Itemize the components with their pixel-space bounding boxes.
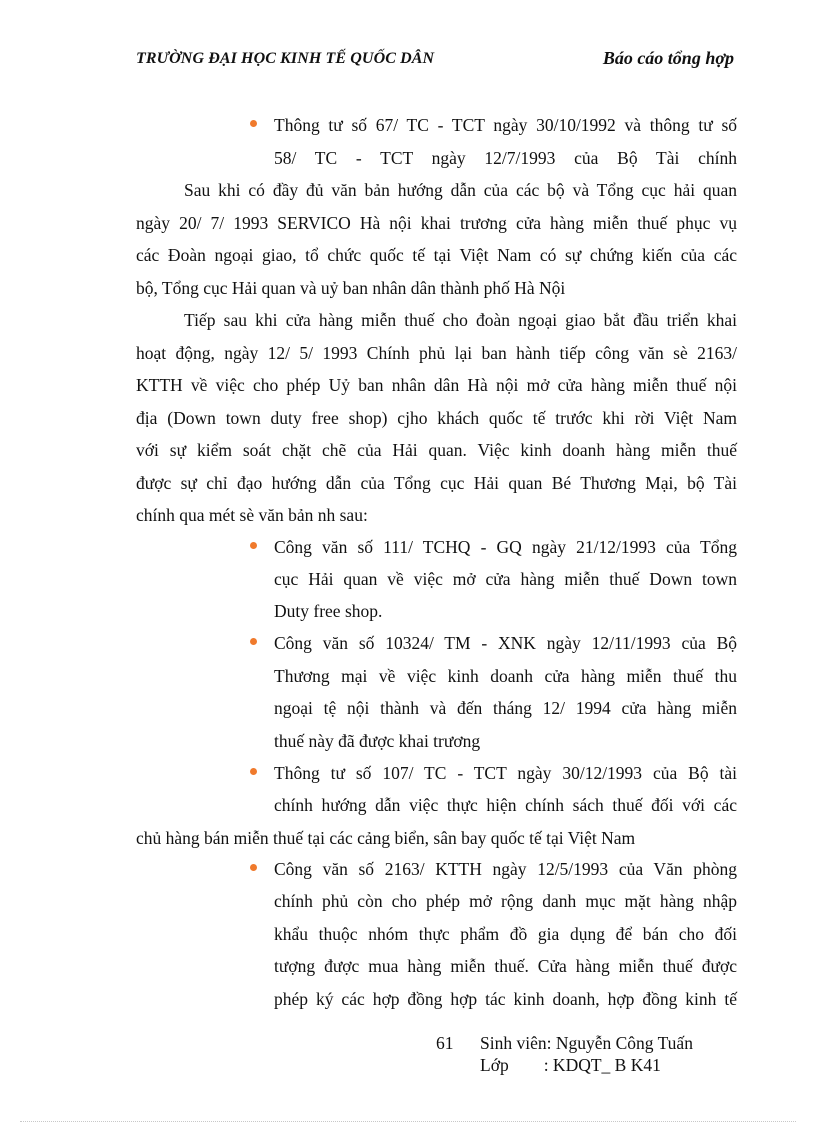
text-line: với sự kiểm soát chặt chẽ của Hải quan. Việc kinh doanh hàng miễn thuế	[136, 440, 737, 460]
header-university: TRƯỜNG ĐẠI HỌC KINH TẾ QUỐC DÂN	[136, 50, 435, 67]
text-line: phép ký các hợp đồng hợp tác kinh doanh, hợp đồng kinh tế	[274, 989, 737, 1009]
text-line: chính hướng dẫn việc thực hiện chính sách thuế đối với các	[274, 795, 737, 815]
text-line: được sự chỉ đạo hướng dẫn của Tổng cục Hải quan Bé Thương Mại, bộ Tài	[136, 473, 737, 493]
text-line: chính phủ còn cho phép mở rộng danh mục mặt hàng nhập	[274, 891, 737, 911]
text-line: chính qua mét sè văn bản nh sau:	[136, 505, 368, 525]
text-line: địa (Down town duty free shop) cjho khách quốc tế trước khi rời Việt Nam	[136, 408, 737, 428]
footer-class: Lớp : KDQT_ B K41	[480, 1055, 661, 1075]
text-line: bộ, Tổng cục Hải quan và uỷ ban nhân dân thành phố Hà Nội	[136, 278, 566, 298]
text-line: Thông tư số 67/ TC - TCT ngày 30/10/1992 và thông tư số	[274, 115, 737, 135]
text-line: chủ hàng bán miễn thuế tại các cảng biển, sân bay quốc tế tại Việt Nam	[136, 828, 636, 848]
bullet-icon	[250, 120, 257, 127]
text-line: ngày 20/ 7/ 1993 SERVICO Hà nội khai trương cửa hàng miễn thuế phục vụ	[136, 213, 737, 233]
text-line: Công văn số 111/ TCHQ - GQ ngày 21/12/1993 của Tổng	[274, 537, 737, 557]
text-line: cục Hải quan về việc mở cửa hàng miễn thuế Down town	[274, 569, 737, 589]
header-report-title: Báo cáo tổng hợp	[602, 48, 734, 68]
text-line: 58/ TC - TCT ngày 12/7/1993 của Bộ Tài chính	[274, 148, 737, 168]
text-line: khẩu thuộc nhóm thực phẩm đồ gia dụng để bán cho đối	[274, 924, 737, 944]
text-line: tượng được mua hàng miễn thuế. Cửa hàng miễn thuế được	[274, 956, 737, 976]
text-line: Công văn số 2163/ KTTH ngày 12/5/1993 của Văn phòng	[274, 859, 737, 879]
page-header	[136, 46, 736, 76]
bullet-icon	[250, 638, 257, 645]
bullet-icon	[250, 768, 257, 775]
text-line: Công văn số 10324/ TM - XNK ngày 12/11/1993 của Bộ	[274, 633, 737, 653]
text-line: các Đoàn ngoại giao, tổ chức quốc tế tại Việt Nam có sự chứng kiến của các	[136, 245, 737, 265]
text-line: KTTH về việc cho phép Uỷ ban nhân dân Hà nội mở cửa hàng miễn thuế nội	[136, 375, 737, 395]
bullet-icon	[250, 542, 257, 549]
text-line: Thương mại về việc kinh doanh cửa hàng miễn thuế thu	[274, 666, 737, 686]
text-line: thuế này đã được khai trương	[274, 731, 481, 751]
text-line: Sau khi có đầy đủ văn bản hướng dẫn của các bộ và Tổng cục hải quan	[184, 180, 737, 200]
text-line: hoạt động, ngày 12/ 5/ 1993 Chính phủ lại ban hành tiếp công văn sè 2163/	[136, 343, 737, 363]
page-number: 61	[436, 1033, 454, 1053]
text-line: Duty free shop.	[274, 601, 383, 621]
bullet-icon	[250, 864, 257, 871]
text-line: ngoại tệ nội thành và đến tháng 12/ 1994 cửa hàng miễn	[274, 698, 737, 718]
text-line: Thông tư số 107/ TC - TCT ngày 30/12/1993 của Bộ tài	[274, 763, 737, 783]
page-bottom-divider	[20, 1121, 796, 1122]
text-line: Tiếp sau khi cửa hàng miễn thuế cho đoàn ngoại giao bắt đầu triển khai	[184, 310, 737, 330]
footer-student: Sinh viên: Nguyễn Công Tuấn	[480, 1033, 693, 1053]
